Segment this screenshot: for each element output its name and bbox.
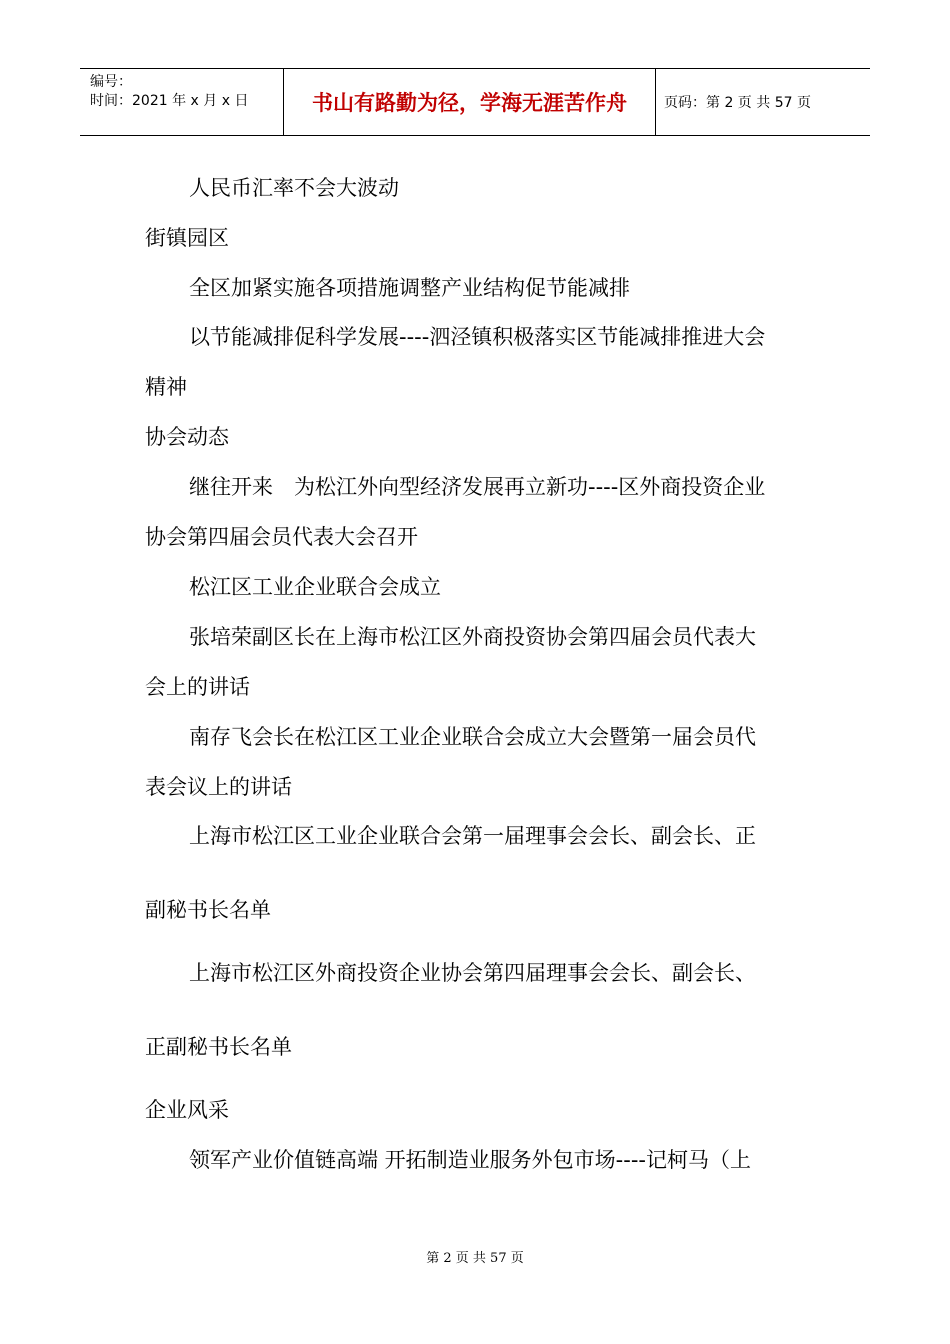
text-line: 继往开来 为松江外向型经济发展再立新功----区外商投资企业 bbox=[189, 475, 766, 499]
document-date: 时间：2021 年 x 月 x 日 bbox=[90, 93, 249, 109]
text-line: 领军产业价值链高端 开拓制造业服务外包市场----记柯马（上 bbox=[189, 1148, 751, 1172]
text-line: 南存飞会长在松江区工业企业联合会成立大会暨第一届会员代 bbox=[189, 725, 756, 749]
section-heading: 街镇园区 bbox=[145, 226, 229, 250]
text-line: 松江区工业企业联合会成立 bbox=[189, 575, 441, 599]
text-line: 上海市松江区工业企业联合会第一届理事会会长、副会长、正 bbox=[189, 824, 756, 848]
page-footer: 第 2 页 共 57 页 bbox=[426, 1251, 524, 1266]
text-line: 会上的讲话 bbox=[145, 675, 250, 699]
text-line: 上海市松江区外商投资企业协会第四届理事会会长、副会长、 bbox=[189, 961, 756, 985]
text-line: 副秘书长名单 bbox=[145, 898, 271, 922]
text-line: 以节能减排促科学发展----泗泾镇积极落实区节能减排推进大会 bbox=[189, 325, 766, 349]
text-line: 人民币汇率不会大波动 bbox=[189, 176, 399, 200]
text-line: 协会第四届会员代表大会召开 bbox=[145, 525, 418, 549]
page-header bbox=[80, 68, 870, 136]
text-line: 全区加紧实施各项措施调整产业结构促节能减排 bbox=[189, 276, 630, 300]
header-page-count: 页码：第 2 页 共 57 页 bbox=[664, 95, 811, 111]
document-number: 编号： bbox=[90, 74, 132, 90]
header-motto: 书山有路勤为径，学海无涯苦作舟 bbox=[283, 69, 656, 135]
text-line: 张培荣副区长在上海市松江区外商投资协会第四届会员代表大 bbox=[189, 625, 756, 649]
section-heading: 企业风采 bbox=[145, 1098, 229, 1122]
header-meta bbox=[80, 69, 283, 135]
text-line: 表会议上的讲话 bbox=[145, 775, 292, 799]
section-heading: 协会动态 bbox=[145, 425, 229, 449]
text-line: 正副秘书长名单 bbox=[145, 1035, 292, 1059]
text-line: 精神 bbox=[145, 375, 187, 399]
